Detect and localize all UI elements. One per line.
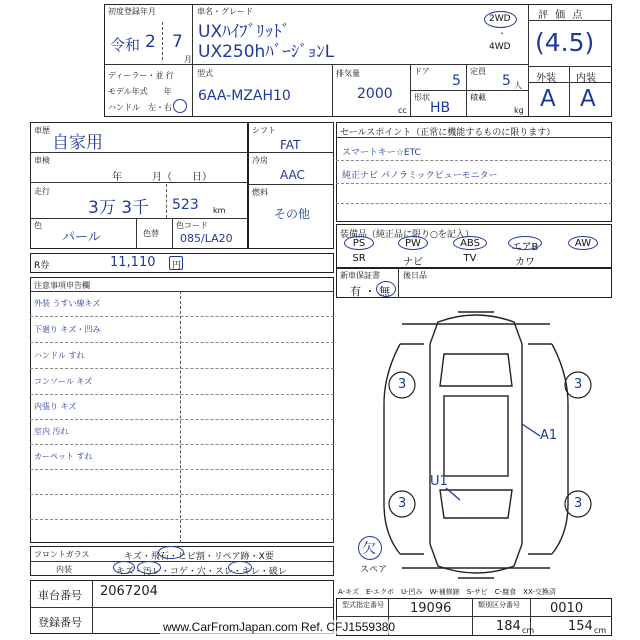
front-glass-options: キズ・飛石・ヒビ割・リペア跡・X要	[124, 552, 274, 562]
equip-leather: カワ	[515, 257, 535, 268]
usage-label: 車歴	[34, 126, 50, 135]
cc-unit: cc	[398, 106, 407, 115]
equip-abs: ABS	[460, 238, 480, 249]
mark-a1: A1	[540, 428, 558, 443]
ac-value: AAC	[280, 168, 305, 182]
model-year-label: モデル年式 年	[108, 87, 172, 96]
length-unit: cm	[522, 626, 535, 635]
category-value: 0010	[550, 601, 584, 616]
registration-label: 登録番号	[38, 616, 82, 629]
tire-rear-left: 3	[398, 496, 407, 511]
recycle-value: 11,110	[110, 255, 156, 270]
model-designation-label: 型式指定番号	[342, 601, 384, 609]
model-designation-value: 19096	[410, 601, 452, 616]
equip-navi: ナビ	[403, 257, 423, 268]
note-item-4: コンソール キズ	[34, 377, 93, 386]
equip-airbag: エアB	[511, 242, 539, 253]
shift-label: シフト	[252, 126, 276, 135]
spare-mark: 欠	[362, 541, 376, 557]
first-reg-month: 7	[172, 32, 183, 52]
doors-value: 5	[452, 73, 461, 89]
type-label: 型式	[197, 69, 213, 78]
equip-sr: SR	[352, 253, 366, 264]
later-label: 後日品	[403, 271, 427, 280]
note-item-7: カーペット すれ	[34, 452, 93, 461]
tire-front-right: 3	[574, 377, 583, 392]
mileage-value: 3万 3千	[88, 198, 150, 218]
month-unit: 月	[184, 55, 192, 64]
body-value: HB	[430, 100, 451, 116]
color-value: パール	[62, 230, 101, 245]
note-item-3: ハンドル すれ	[34, 351, 85, 360]
mileage-detail: 523	[172, 197, 199, 213]
color-label: 色	[34, 221, 42, 230]
tire-front-left: 3	[398, 377, 407, 392]
width-unit: cm	[594, 626, 607, 635]
car-name-label: 車名・グレード	[197, 7, 253, 16]
ac-label: 冷房	[252, 156, 268, 165]
color-code-value: 085/LA20	[180, 232, 233, 245]
warranty-label: 新車保証書	[340, 271, 380, 280]
drive-4wd: 4WD	[489, 42, 511, 52]
interior-label: 内装	[56, 565, 72, 574]
capacity-label: 定員	[470, 67, 486, 76]
body-label: 形状	[414, 93, 430, 102]
capacity-value: 5	[502, 73, 511, 89]
width-value: 154	[568, 619, 593, 634]
category-label: 類別区分番号	[478, 601, 520, 609]
equip-tv: TV	[463, 253, 477, 264]
notes-label: 注意事項申告欄	[34, 281, 90, 290]
damage-legend: A-キズ E-エクボ U-凹み W-補修跡 S-サビ C-腐食 XX-交換済	[338, 588, 556, 596]
selling-point-1: スマートキー☆ETC	[342, 148, 421, 158]
note-item-6: 室内 汚れ	[34, 427, 69, 436]
score-label: 評 価 点	[538, 10, 585, 21]
chassis-value: 2067204	[100, 584, 158, 599]
color-trim-label: 色替	[143, 229, 159, 238]
spare-label: スペア	[360, 565, 388, 575]
mark-a1-arrow	[522, 424, 540, 436]
equip-pw: PW	[405, 238, 421, 249]
first-reg-year: 2	[145, 32, 156, 52]
length-value: 184	[496, 619, 521, 634]
car-left-side	[384, 344, 400, 554]
score-exterior-label: 外装	[536, 73, 556, 84]
mark-u1: U1	[430, 474, 448, 489]
note-item-1: 外装 うすい線キズ	[34, 299, 101, 308]
handle-label: ハンドル 左・右	[108, 103, 172, 112]
displacement-value: 2000	[357, 86, 393, 102]
note-item-2: 下廻り キズ・凹み	[34, 325, 101, 334]
load-label: 積載	[470, 93, 486, 102]
equip-ps: PS	[352, 238, 366, 249]
kg-unit: kg	[514, 106, 524, 115]
score-interior-label: 内装	[576, 73, 596, 84]
color-code-label: 色コード	[176, 221, 208, 230]
type-value: 6AA-MZAH10	[198, 88, 291, 104]
score-exterior-value: A	[540, 86, 556, 112]
recycle-unit: 円	[172, 261, 182, 271]
note-item-5: 内張り キズ	[34, 402, 77, 411]
watermark: www.CarFromJapan.com Ref. CFJ1559380	[160, 620, 398, 634]
fuel-label: 燃料	[252, 188, 268, 197]
person-unit: 人	[514, 81, 522, 90]
inspection-label: 車検	[34, 156, 50, 165]
doors-label: ドア	[414, 67, 430, 76]
first-reg-label: 初度登録年月	[108, 7, 156, 16]
displacement-label: 排気量	[336, 69, 360, 78]
grade: UX250hﾊﾞｰｼﾞｮﾝL	[198, 42, 335, 62]
warranty-options: 有 ・ 無	[350, 285, 390, 298]
fuel-value: その他	[274, 207, 311, 221]
score-interior-value: A	[580, 86, 596, 112]
car-right-side	[552, 344, 568, 554]
km-unit: km	[213, 206, 226, 215]
selling-point-2: 純正ナビ パノラミックビューモニター	[342, 171, 498, 181]
usage-value: 自家用	[52, 133, 103, 153]
mileage-label: 走行	[34, 187, 50, 196]
interior-options: キズ・汚レ・コゲ・穴・スレ・キレ・破レ	[116, 567, 287, 577]
drive-2wd: 2WD	[489, 14, 511, 24]
tire-rear-right: 3	[574, 496, 583, 511]
dealer-label: ディーラー・並 行	[108, 71, 174, 80]
front-glass-label: フロントガラス	[34, 550, 90, 559]
recycle-label: R券	[34, 261, 50, 271]
shift-value: FAT	[280, 138, 301, 152]
chassis-label: 車台番号	[38, 589, 82, 602]
first-reg-era: 令和	[110, 36, 141, 54]
equip-aw: AW	[574, 238, 592, 249]
car-name: UXﾊｲﾌﾞﾘｯﾄﾞ	[198, 22, 291, 42]
inspection-text: 年 月（ 日）	[112, 172, 212, 183]
equipment-label: 装備品（純正品に限り○を記入）	[340, 230, 474, 240]
selling-points-label: セールスポイント（正常に機能するものに限ります）	[340, 128, 556, 138]
score-value: (4.5)	[535, 28, 595, 57]
